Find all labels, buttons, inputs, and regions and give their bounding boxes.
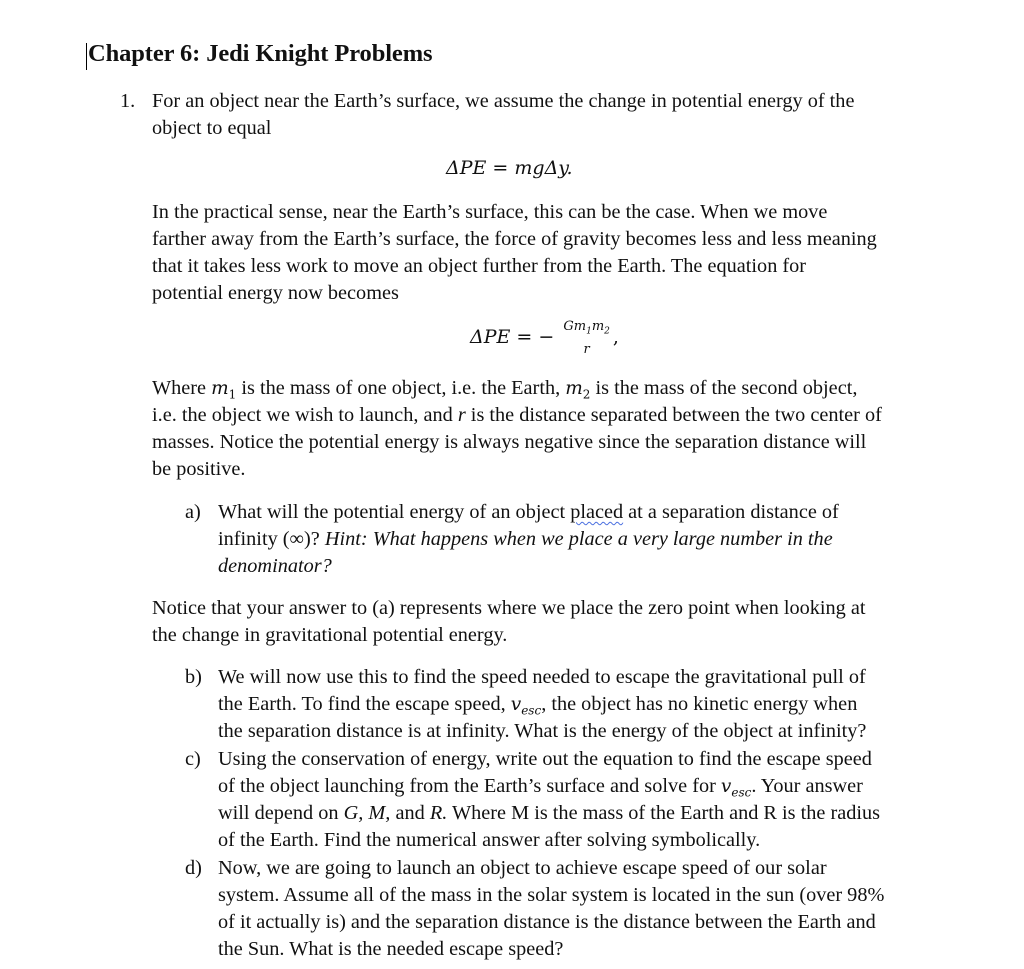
part-a-line-1: What will the potential energy of an object placed at a separation distance of — [218, 501, 839, 523]
paragraph2-line-4: potential energy now becomes — [152, 282, 399, 304]
part-b-line-3: the separation distance is at infinity. What is the energy of the object at infinity? — [218, 720, 867, 742]
part-b-label: b) — [185, 666, 202, 688]
part-c-line-3: will depend on G, M, and R. Where M is the mass of the Earth and R is the radius — [218, 802, 881, 824]
eq2-denominator: r — [583, 341, 590, 357]
var-v-esc: $v_{esc}$ — [720, 776, 752, 800]
paragraph3-line-2: i.e. the object we wish to launch, and r is the distance separated between the two center of — [152, 404, 882, 426]
eq2-fraction — [561, 318, 612, 358]
problem-number: 1. — [120, 90, 136, 112]
equation-gravitational-pe: ΔPE = − $Gm_1m_2$ r , — [470, 319, 619, 357]
intro-line-1: For an object near the Earth’s surface, we assume the change in potential energy of the — [152, 90, 855, 112]
part-a-line-2: infinity (∞)? Hint: What happens when we place a very large number in the — [218, 528, 833, 550]
paragraph2-line-1: In the practical sense, near the Earth’s surface, this can be the case. When we move — [152, 201, 828, 223]
part-c-line-1: Using the conservation of energy, write out the equation to find the escape speed — [218, 748, 872, 770]
part-c-line-2: of the object launching from the Earth’s surface and solve for $v_{esc}$. Your answer — [218, 775, 863, 800]
part-a-label: a) — [185, 501, 201, 523]
part-d-line-2: system. Assume all of the mass in the solar system is located in the sun (over 98% — [218, 884, 885, 906]
equation-near-surface — [446, 157, 573, 179]
part-a-line-3: denominator? — [218, 555, 332, 577]
part-d-label: d) — [185, 857, 202, 879]
paragraph4-line-1: Notice that your answer to (a) represents where we place the zero point when looking at — [152, 597, 866, 619]
eq2-numerator: $Gm_1m_2$ — [563, 319, 610, 337]
eq1-rhs: mgΔy. — [514, 157, 573, 179]
part-d-line-1: Now, we are going to launch an object to achieve escape speed of our solar — [218, 857, 827, 879]
part-b-line-1: We will now use this to find the speed needed to escape the gravitational pull of — [218, 666, 866, 688]
paragraph3-line-4: be positive. — [152, 458, 246, 480]
var-m2: $m_2$ — [565, 378, 591, 402]
paragraph2-line-3: that it takes less work to move an object further from the Earth. The equation for — [152, 255, 807, 277]
eq1-op: = — [492, 157, 509, 179]
eq1-lhs: ΔPE — [446, 157, 487, 179]
var-m1: $m_1$ — [211, 378, 237, 402]
part-d-line-4: the Sun. What is the needed escape speed? — [218, 938, 564, 960]
spellcheck-flagged-word[interactable]: placed — [570, 501, 624, 523]
part-c-label: c) — [185, 748, 201, 770]
intro-line-2: object to equal — [152, 117, 272, 139]
chapter-title: Chapter 6: Jedi Knight Problems — [88, 40, 433, 67]
part-a-hint: Hint: What happens when we place a very large number in the — [324, 528, 833, 550]
paragraph2-line-2: farther away from the Earth’s surface, the force of gravity becomes less and less meaning — [152, 228, 877, 250]
paragraph4-line-2: the change in gravitational potential energy. — [152, 624, 508, 646]
part-b-line-2: the Earth. To find the escape speed, $v_{esc}$, the object has no kinetic energy when — [218, 693, 858, 718]
eq2-lhs: ΔPE — [470, 325, 511, 348]
part-d-line-3: of it actually is) and the separation distance is the distance between the Earth and — [218, 911, 876, 933]
var-v-esc: $v_{esc}$ — [510, 694, 542, 718]
eq2-op: = − — [516, 325, 555, 348]
paragraph3-line-3: masses. Notice the potential energy is always negative since the separation distance will — [152, 431, 867, 453]
paragraph3-line-1: Where $m_1$ is the mass of one object, i.e. the Earth, $m_2$ is the mass of the second object, — [152, 377, 858, 402]
part-c-line-4: of the Earth. Find the numerical answer after solving symbolically. — [218, 829, 761, 851]
text-cursor — [86, 43, 87, 70]
var-r: r — [457, 404, 466, 426]
